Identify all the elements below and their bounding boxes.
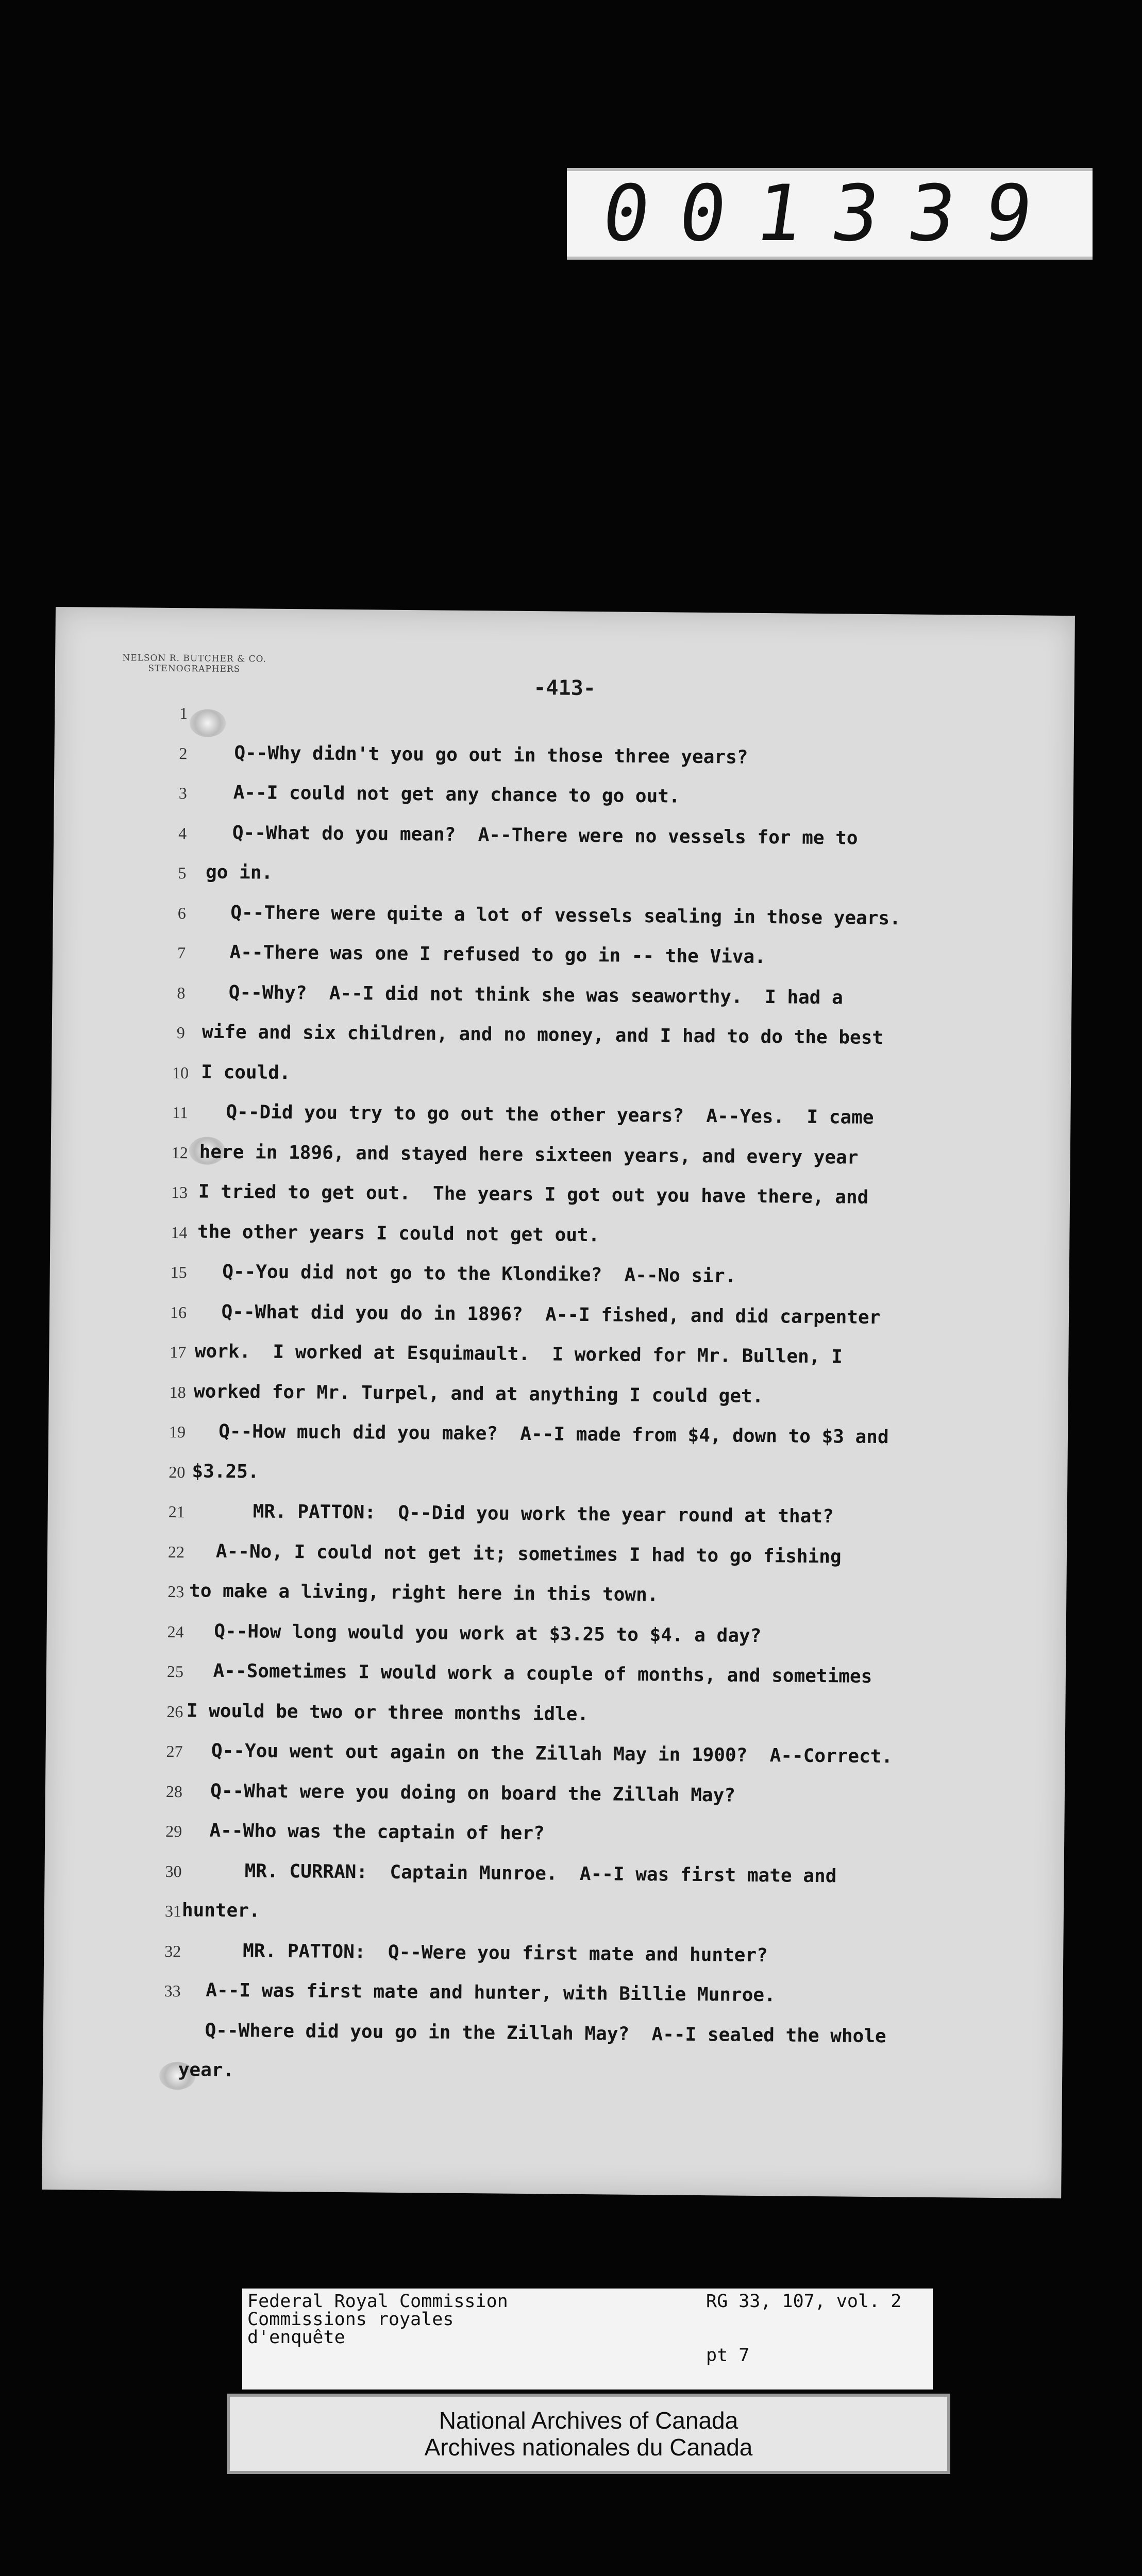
transcript-line: MR. CURRAN: Captain Munroe. A--I was first mate and	[244, 1860, 837, 1887]
letterhead-subtitle: STENOGRAPHERS	[148, 663, 241, 675]
archive-name-french: Archives nationales du Canada	[424, 2434, 753, 2461]
line-number: 24	[167, 1622, 184, 1641]
transcript-line: I tried to get out. The years I got out you have there, and	[198, 1181, 869, 1208]
transcript-line: I could.	[201, 1061, 291, 1084]
line-number: 4	[178, 824, 187, 843]
line-number: 32	[164, 1941, 181, 1961]
line-number: 12	[171, 1143, 188, 1162]
archive-label	[227, 2394, 950, 2474]
line-number: 2	[179, 744, 188, 763]
line-number: 7	[177, 943, 186, 962]
commission-label	[247, 2293, 508, 2347]
transcript-line: MR. PATTON: Q--Were you first mate and hunter?	[242, 1940, 768, 1967]
commission-line: d'enquête	[247, 2327, 345, 2348]
transcript-line: Q--There were quite a lot of vessels sealing in those years.	[230, 902, 901, 929]
line-number: 25	[166, 1662, 184, 1681]
transcript-line: go in.	[205, 861, 273, 884]
transcript-line: Q--What did you do in 1896? A--I fished, and did carpenter	[221, 1301, 881, 1329]
transcript-line: to make a living, right here in this town.	[189, 1580, 659, 1606]
line-number: 6	[177, 904, 186, 923]
transcript-line: A--No, I could not get it; sometimes I had to go fishing	[215, 1540, 842, 1568]
transcript-line: A--Who was the captain of her?	[209, 1820, 545, 1844]
transcript-line: Q--Why? A--I did not think she was seaworthy. I had a	[228, 981, 843, 1009]
letterhead	[102, 653, 287, 675]
line-number: 23	[167, 1582, 184, 1601]
line-number: 27	[166, 1741, 183, 1761]
transcript-line: Q--What do you mean? A--There were no vessels for me to	[232, 822, 858, 849]
line-number: 10	[172, 1063, 189, 1082]
line-number: 21	[168, 1502, 185, 1521]
archive-name-english: National Archives of Canada	[439, 2407, 738, 2434]
transcript-line: here in 1896, and stayed here sixteen years, and every year	[199, 1141, 859, 1168]
transcript-line: Q--Where did you go in the Zillah May? A--I sealed the whole	[205, 2020, 886, 2047]
transcript-line: Q--What were you doing on board the Zillah May?	[210, 1780, 736, 1806]
line-number: 18	[169, 1382, 186, 1402]
line-number: 11	[172, 1103, 189, 1122]
transcript-line	[209, 702, 1044, 709]
document-page	[42, 607, 1075, 2198]
transcript-line: work. I worked at Esquimault. I worked for Mr. Bullen, I	[194, 1341, 843, 1368]
transcript-line: A--There was one I refused to go in -- the Viva.	[229, 941, 766, 968]
line-number: 30	[165, 1861, 182, 1881]
line-number: 14	[171, 1223, 188, 1242]
transcript-line: hunter.	[181, 1900, 260, 1922]
line-number: 26	[166, 1702, 183, 1721]
line-number: 13	[171, 1182, 188, 1202]
transcript-line: I would be two or three months idle.	[186, 1700, 589, 1725]
transcript-line: MR. PATTON: Q--Did you work the year round at that?	[253, 1501, 834, 1528]
line-number: 9	[176, 1023, 185, 1042]
line-number: 1	[179, 704, 188, 723]
line-number: 31	[164, 1901, 182, 1921]
commission-line: Federal Royal Commission	[247, 2291, 508, 2312]
transcript-line: the other years I could not get out.	[197, 1221, 600, 1246]
transcript-line: Q--How much did you make? A--I made from $4, down to $3 and	[219, 1420, 889, 1448]
line-number: 17	[170, 1342, 187, 1362]
line-number: 19	[169, 1422, 186, 1442]
line-number: 33	[164, 1981, 181, 2001]
transcript-line: Q--How long would you work at $3.25 to $4. a day?	[214, 1620, 762, 1647]
commission-line: Commissions royales	[247, 2309, 454, 2330]
transcript-line: wife and six children, and no money, and I had to do the best	[201, 1021, 884, 1049]
transcript-line: A--I was first mate and hunter, with Billie Munroe.	[206, 1979, 776, 2006]
reference-card	[242, 2289, 933, 2389]
transcript-line: Q--You did not go to the Klondike? A--No sir.	[222, 1261, 736, 1287]
transcript-line: Q--You went out again on the Zillah May in 1900? A--Correct.	[211, 1740, 893, 1768]
line-number: 8	[177, 984, 186, 1003]
transcript-line: A--I could not get any chance to go out.	[233, 782, 680, 807]
page-number: -413-	[533, 676, 596, 701]
line-number: 29	[165, 1821, 182, 1841]
letterhead-firm: NELSON R. BUTCHER & CO.	[122, 653, 266, 665]
line-number: 3	[178, 784, 188, 803]
record-group-reference: RG 33, 107, vol. 2	[706, 2291, 902, 2312]
line-number: 16	[170, 1302, 187, 1322]
transcript-line: A--Sometimes I would work a couple of months, and sometimes	[213, 1660, 872, 1687]
line-number: 20	[169, 1462, 186, 1482]
transcript-line: Q--Did you try to go out the other years? A--Yes. I came	[226, 1101, 874, 1128]
transcript-line: year.	[178, 2059, 234, 2081]
line-number: 5	[178, 863, 187, 883]
frame-number-strip	[567, 168, 1093, 260]
line-number: 28	[165, 1782, 183, 1801]
frame-number: 001339	[596, 169, 1068, 259]
line-number: 22	[167, 1542, 185, 1562]
line-number: 15	[170, 1262, 187, 1282]
transcript-line: worked for Mr. Turpel, and at anything I could get.	[193, 1381, 764, 1408]
transcript-line: $3.25.	[192, 1461, 259, 1483]
part-number: pt 7	[706, 2345, 750, 2366]
transcript-line: Q--Why didn't you go out in those three years?	[234, 742, 748, 768]
